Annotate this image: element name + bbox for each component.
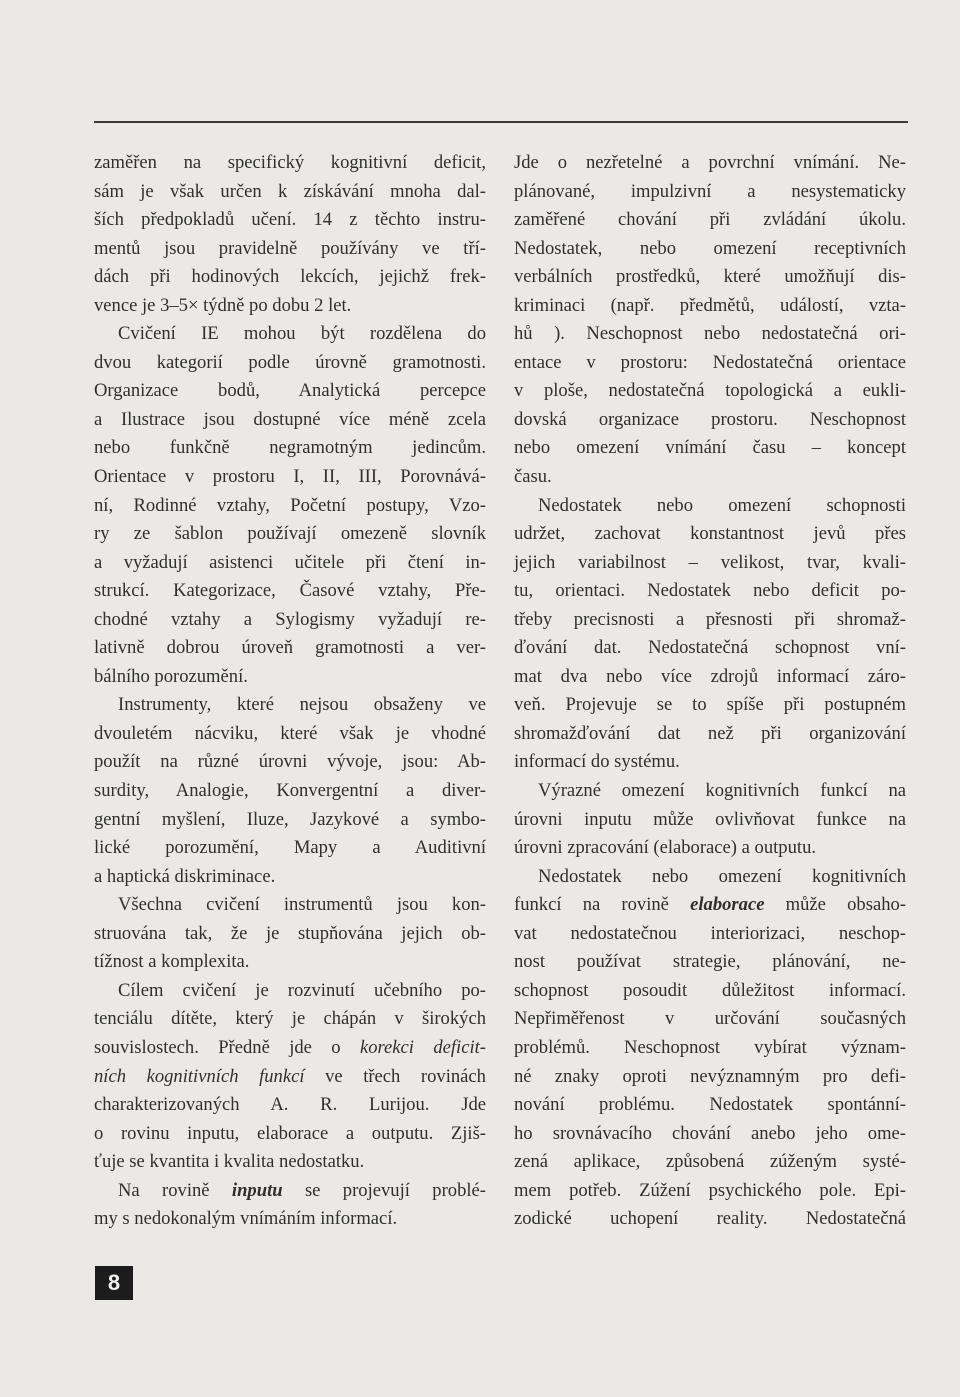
text-line: lické porozumění, Mapy a Auditivní [94, 837, 486, 859]
text-line: problémů. Neschopnost vybírat význam- [514, 1036, 906, 1058]
text-line: tížnost a komplexita. [94, 951, 250, 973]
text-line: entace v prostoru: Nedostatečná orientace [514, 351, 906, 373]
text-line: Instrumenty, které nejsou obsaženy ve [118, 694, 486, 716]
text-line: dvou kategorií podle úrovně gramotnosti. [94, 351, 486, 373]
text-line: chodné vztahy a Sylogismy vyžadují re- [94, 608, 486, 630]
text-line: né znaky oproti nevýznamným pro defi- [514, 1065, 906, 1087]
text-line: Nedostatek nebo omezení kognitivních [538, 865, 906, 887]
text-line: ry ze šablon používají omezeně slovník [94, 523, 486, 545]
text-line: vence je 3–5× týdně po dobu 2 let. [94, 294, 352, 316]
text-line: verbálních prostředků, které umožňují dis- [514, 266, 906, 288]
text-line: a Ilustrace jsou dostupné více méně zcela [94, 408, 486, 430]
text-line: třeby precisnosti a přesnosti při shromaž- [514, 608, 906, 630]
text-line: mat dva nebo více zdrojů informací záro- [514, 665, 906, 687]
text-line: Cílem cvičení je rozvinutí učebního po- [118, 979, 486, 1001]
text-line: sám je však určen k získávání mnoha dal- [94, 180, 486, 202]
text-line: veň. Projevuje se to spíše při postupném [514, 694, 906, 716]
text-line: tu, orientaci. Nedostatek nebo deficit po- [514, 580, 906, 602]
text-line: Cvičení IE mohou být rozdělena do [118, 323, 486, 345]
text-line: tenciálu dítěte, který je chápán v širokých [94, 1008, 486, 1030]
text-line: Nedostatek nebo omezení schopnosti [538, 494, 906, 516]
text-line: funkcí na rovině elaborace může obsaho- [514, 894, 906, 916]
text-line: bálního porozumění. [94, 665, 248, 687]
text-line: ších předpokladů učení. 14 z těchto instru- [94, 209, 486, 231]
left-text-column [94, 149, 486, 1234]
text-line: Nepřiměřenost v určování současných [514, 1008, 906, 1030]
text-line: Nedostatek, nebo omezení receptivních [514, 237, 906, 259]
text-line: a haptická diskriminace. [94, 865, 276, 887]
text-line: dách při hodinových lekcích, jejichž frek- [94, 266, 486, 288]
text-line: dvouletém nácviku, které však je vhodné [94, 722, 486, 744]
text-line: Všechna cvičení instrumentů jsou kon- [118, 894, 486, 916]
text-line: gentní myšlení, Iluze, Jazykové a symbo- [94, 808, 486, 830]
text-line: zaměřen na specifický kognitivní deficit, [94, 152, 486, 173]
text-line: Jde o nezřetelné a povrchní vnímání. Ne- [514, 152, 906, 173]
text-line: kriminaci (např. předmětů, událostí, vzta- [514, 294, 906, 316]
text-line: úrovni zpracování (elaborace) a outputu. [514, 837, 817, 859]
text-line: shromažďování dat než při organizování [514, 722, 906, 744]
text-line: informací do systému. [514, 751, 680, 773]
text-line: charakterizovaných A. R. Lurijou. Jde [94, 1094, 486, 1116]
page-number: 8 [95, 1266, 133, 1300]
text-line: mentů jsou pravidelně používány ve tří- [94, 237, 486, 259]
text-line: ho srovnávacího chování anebo jeho ome- [514, 1122, 906, 1144]
text-line: zodické uchopení reality. Nedostatečná [514, 1208, 906, 1230]
text-line: ní, Rodinné vztahy, Početní postupy, Vzo- [94, 494, 486, 516]
text-line: zená aplikace, způsobená zúženým systé- [514, 1151, 906, 1173]
text-line: nebo funkčně negramotným jedincům. [94, 437, 486, 459]
text-line: času. [514, 466, 552, 488]
text-line: lativně dobrou úroveň gramotnosti a ver- [94, 637, 486, 659]
text-line: nování problému. Nedostatek spontánní- [514, 1094, 906, 1116]
text-line: v ploše, nedostatečná topologická a eukli- [514, 380, 906, 402]
header-rule [94, 121, 908, 123]
text-line: hů ). Neschopnost nebo nedostatečná ori- [514, 323, 906, 345]
text-line: ďování dat. Nedostatečná schopnost vní- [514, 637, 906, 659]
text-line: úrovni inputu může ovlivňovat funkce na [514, 808, 906, 830]
text-line: strukcí. Kategorizace, Časové vztahy, Pře- [94, 580, 486, 602]
text-line: mem potřeb. Zúžení psychického pole. Epi- [514, 1179, 906, 1201]
text-line: surdity, Analogie, Konvergentní a diver- [94, 780, 486, 802]
text-line: zaměřené chování při zvládání úkolu. [514, 209, 906, 231]
text-line: my s nedokonalým vnímáním informací. [94, 1208, 398, 1230]
text-line: nebo omezení vnímání času – koncept [514, 437, 906, 459]
text-line: schopnost posoudit důležitost informací. [514, 979, 906, 1001]
text-line: jejich variabilnost – velikost, tvar, kvali- [514, 551, 906, 573]
text-line: Výrazné omezení kognitivních funkcí na [538, 780, 906, 802]
text-line: souvislostech. Předně jde o korekci deficit- [94, 1036, 486, 1058]
text-line: použít na různé úrovni vývoje, jsou: Ab- [94, 751, 486, 773]
text-line: dovská organizace prostoru. Neschopnost [514, 408, 906, 430]
text-line: Orientace v prostoru I, II, III, Porovnává- [94, 466, 486, 488]
text-line: udržet, zachovat konstantnost jevů přes [514, 523, 906, 545]
text-line: nost používat strategie, plánování, ne- [514, 951, 906, 973]
text-line: Organizace bodů, Analytická percepce [94, 380, 486, 402]
text-line: a vyžadují asistenci učitele při čtení in- [94, 551, 486, 573]
text-line: Na rovině inputu se projevují problé- [118, 1179, 486, 1201]
text-line: o rovinu inputu, elaborace a outputu. Zjiš- [94, 1122, 486, 1144]
right-text-column [514, 149, 906, 1234]
text-line: ních kognitivních funkcí ve třech rovinách [94, 1065, 486, 1087]
text-line: struována tak, že je stupňována jejich ob- [94, 922, 486, 944]
text-line: plánované, impulzivní a nesystematicky [514, 180, 906, 202]
text-line: vat nedostatečnou interiorizaci, neschop- [514, 922, 906, 944]
text-line: ťuje se kvantita i kvalita nedostatku. [94, 1151, 365, 1173]
